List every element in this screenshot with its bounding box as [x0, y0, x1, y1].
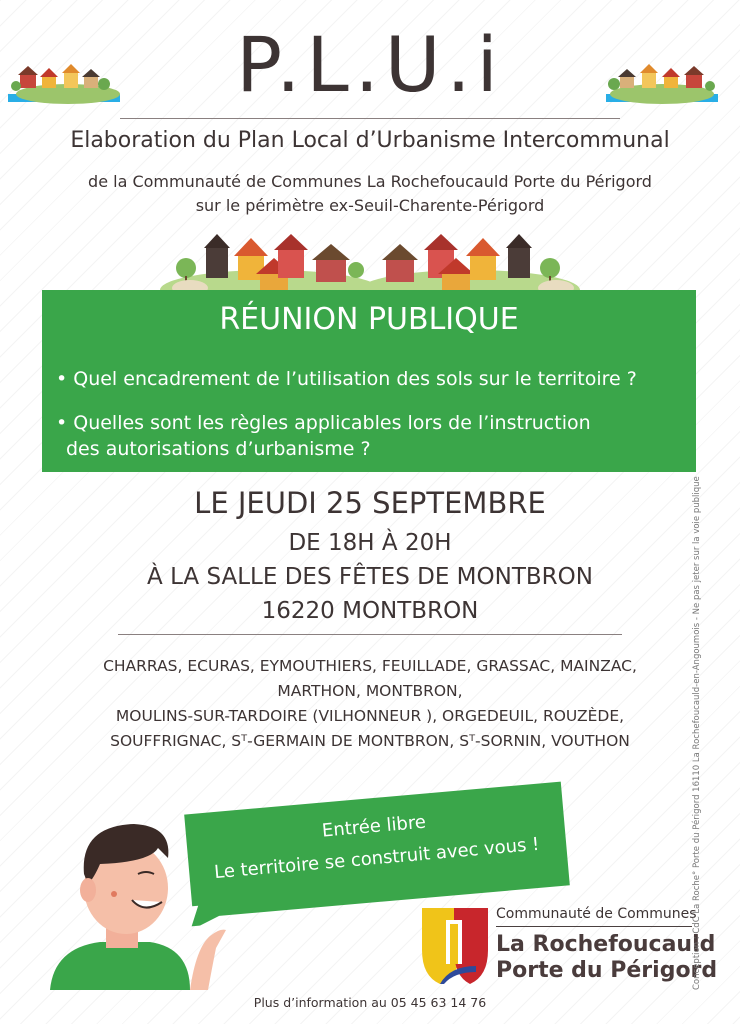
event-time: DE 18H À 20H [288, 530, 452, 556]
event-date: LE JEUDI 25 SEPTEMBRE [194, 486, 546, 520]
logo-rule [496, 926, 692, 927]
speech-line-1: Entrée libre [321, 811, 427, 842]
speech-line-2: Le territoire se construit avec vous ! [213, 833, 541, 884]
credit-text: Conception : CdC La Roche° Porte du Périgord 16110 La Rochefoucauld-en-Angoumois - Ne pas jeter sur la voie publique [692, 476, 702, 990]
village-line-3: MOULINS-SUR-TARDOIRE (VILHONNEUR ), ORGEDEUIL, ROUZÈDE, [115, 707, 625, 725]
subline-2: sur le périmètre ex-Seuil-Charente-Périgord [195, 196, 545, 215]
meeting-bullet-2b: des autorisations d’urbanisme ? [66, 438, 371, 460]
village-line-4: SOUFFRIGNAC, Sᵀ-GERMAIN DE MONTBRON, Sᵀ-SORNIN, VOUTHON [110, 732, 630, 750]
logo-name-2: Porte du Périgord [496, 958, 718, 983]
meeting-bullet-1: • Quel encadrement de l’utilisation des sols sur le territoire ? [56, 368, 637, 390]
event-city: 16220 MONTBRON [261, 598, 479, 624]
footer-info: Plus d’information au 05 45 63 14 76 [253, 995, 487, 1010]
meeting-bullet-2a: • Quelles sont les règles applicables lors de l’instruction [56, 412, 591, 434]
event-rule [118, 634, 622, 635]
title-rule [120, 118, 620, 119]
meeting-box [42, 290, 696, 472]
village-illustration [160, 228, 580, 294]
logo-name-1: La Rochefoucauld [496, 932, 716, 957]
village-line-2: MARTHON, MONTBRON, [277, 682, 463, 700]
logo-org: Communauté de Communes [496, 906, 697, 922]
page-title: P.L.U.i [236, 20, 504, 109]
logo-emblem [420, 906, 490, 986]
subline-1: de la Communauté de Communes La Rochefoucauld Porte du Périgord [88, 172, 652, 191]
village-list [40, 654, 700, 754]
meeting-title: RÉUNION PUBLIQUE [219, 302, 519, 337]
speech-bubble [178, 773, 575, 926]
subtitle: Elaboration du Plan Local d’Urbanisme Intercommunal [70, 128, 670, 153]
event-place: À LA SALLE DES FÊTES DE MONTBRON [147, 564, 593, 590]
village-line-1: CHARRAS, ECURAS, EYMOUTHIERS, FEUILLADE, GRASSAC, MAINZAC, [103, 657, 637, 675]
